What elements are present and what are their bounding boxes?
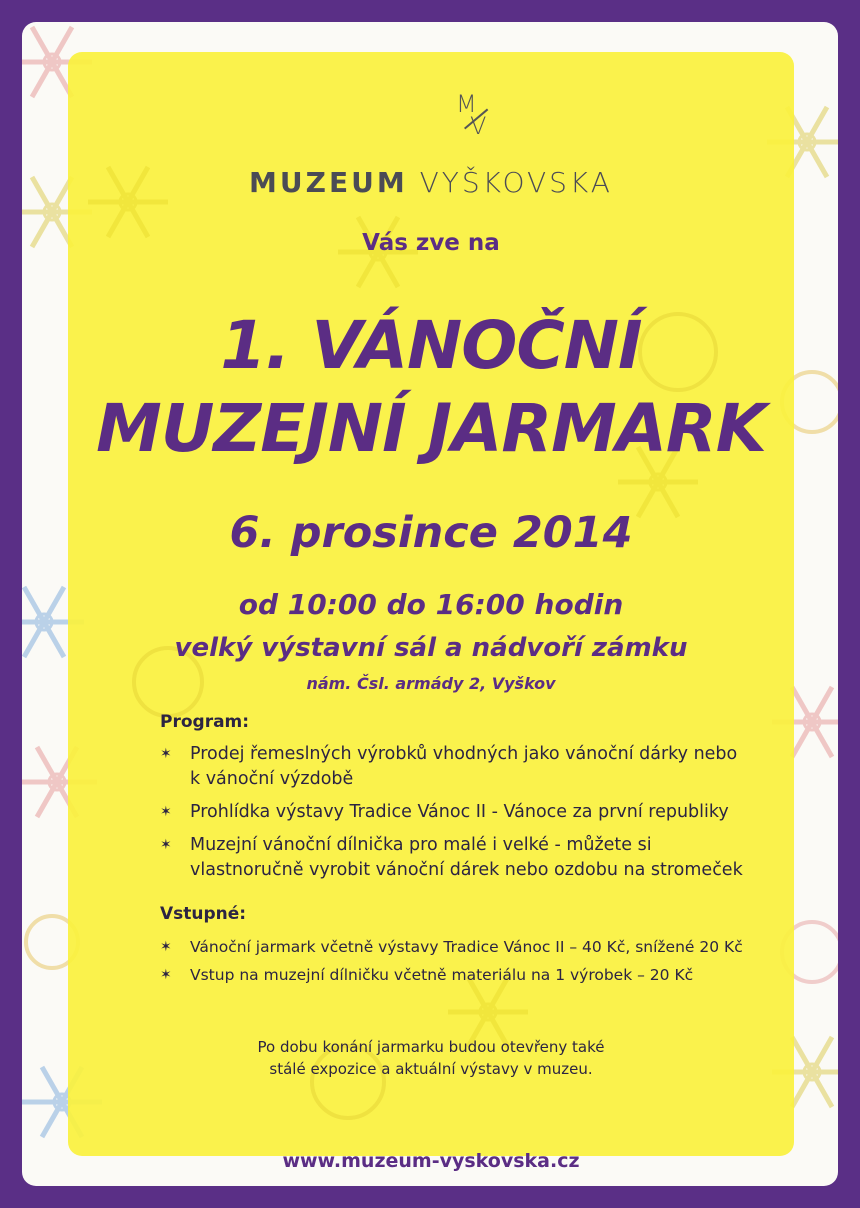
museum-logo-mark — [456, 90, 496, 148]
program-item-line: Prohlídka výstavy Tradice Vánoc II - Vánoce za první republiky — [190, 802, 729, 822]
program-item — [160, 800, 820, 825]
admission-item-text: Vánoční jarmark včetně výstavy Tradice Vánoc II – 40 Kč, snížené 20 Kč — [190, 938, 743, 956]
note-line: stálé expozice a aktuální výstavy v muzeu. — [269, 1060, 593, 1078]
museum-name-light: VYŠKOVSKA — [419, 166, 613, 199]
star-bullet-icon: ✶ — [160, 967, 172, 983]
program-item-line: vlastnoručně vyrobit vánoční dárek nebo ozdobu na stromeček — [190, 860, 743, 880]
event-title-line2: MUZEJNÍ JARMARK — [96, 390, 766, 467]
admission-list — [160, 936, 820, 992]
admission-heading: Vstupné: — [160, 904, 247, 924]
program-item-line: Prodej řemeslných výrobků vhodných jako vánoční dárky nebo — [190, 744, 738, 764]
event-title-line1: 1. VÁNOČNÍ — [220, 307, 642, 384]
museum-name-bold: MUZEUM — [249, 166, 408, 199]
admission-item — [160, 936, 820, 958]
website-link[interactable]: www.muzeum-vyskovska.cz — [282, 1150, 580, 1172]
logo-letter-m: M — [456, 90, 477, 118]
museum-name — [68, 166, 794, 199]
content-panel — [68, 52, 794, 1172]
program-list — [160, 742, 820, 891]
poster-frame — [22, 22, 838, 1186]
program-item — [160, 742, 820, 792]
star-bullet-icon: ✶ — [160, 837, 172, 853]
program-item-line: Muzejní vánoční dílnička pro malé i velké - můžete si — [190, 835, 652, 855]
program-item-line: k vánoční výzdobě — [190, 769, 354, 789]
program-item — [160, 833, 820, 883]
star-bullet-icon: ✶ — [160, 804, 172, 820]
admission-item — [160, 964, 820, 986]
event-address: nám. Čsl. armády 2, Vyškov — [306, 674, 556, 693]
star-bullet-icon: ✶ — [160, 939, 172, 955]
star-bullet-icon: ✶ — [160, 746, 172, 762]
event-date: 6. prosince 2014 — [229, 508, 633, 558]
note-line: Po dobu konání jarmarku budou otevřeny také — [257, 1038, 605, 1056]
program-heading: Program: — [160, 712, 250, 732]
event-venue: velký výstavní sál a nádvoří zámku — [174, 633, 688, 663]
event-hours: od 10:00 do 16:00 hodin — [238, 588, 624, 621]
invite-text: Vás zve na — [362, 230, 500, 256]
logo-letter-v: V — [470, 112, 487, 140]
admission-item-text: Vstup na muzejní dílničku včetně materiálu na 1 výrobek – 20 Kč — [190, 966, 694, 984]
opening-note — [68, 1036, 794, 1080]
